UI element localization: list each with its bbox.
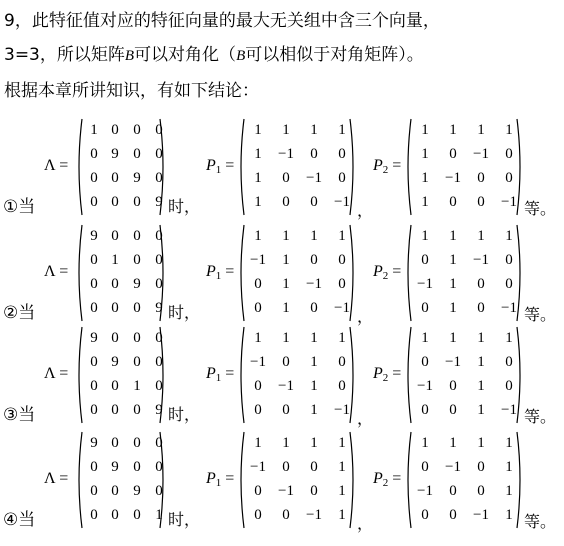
etc-text: 等。: [524, 407, 557, 426]
matrix-cell: 1: [505, 507, 513, 523]
matrix-cell: 1: [90, 122, 98, 138]
p2-label: $P_2$ =: [373, 157, 402, 176]
matrix-cell: 0: [505, 146, 513, 162]
matrix-cell: 0: [90, 252, 98, 268]
matrix-cell: 1: [254, 330, 262, 346]
matrix-cell: −1: [306, 170, 322, 186]
matrix-cell: 0: [254, 378, 262, 394]
matrix-cell: 1: [254, 228, 262, 244]
comma-text: ，: [357, 201, 374, 220]
comma-text: ，: [357, 409, 374, 428]
matrix-cell: 0: [90, 507, 98, 523]
p1-label: $P_1$ =: [206, 263, 235, 282]
matrix-cell: 1: [282, 276, 290, 292]
matrix-cell: −1: [445, 354, 461, 370]
matrix-cell: 1: [421, 122, 429, 138]
matrix-cell: 0: [338, 354, 346, 370]
matrix-cell: 0: [133, 402, 141, 418]
matrix-cell: −1: [278, 378, 294, 394]
matrix-cell: 9: [111, 354, 119, 370]
matrix-cell: 0: [449, 507, 457, 523]
matrix-cell: 1: [477, 330, 485, 346]
matrix-cell: 0: [133, 252, 141, 268]
matrix-cell: 0: [111, 194, 119, 210]
matrix-cell: 1: [282, 252, 290, 268]
matrix-cell: 0: [111, 507, 119, 523]
matrix-cell: 0: [133, 228, 141, 244]
case-marker: ②当: [3, 303, 36, 323]
matrix-cell: 1: [505, 122, 513, 138]
matrix-cell: −1: [278, 483, 294, 499]
matrix-cell: 0: [254, 507, 262, 523]
matrix-cell: 1: [449, 228, 457, 244]
matrix-cell: 1: [254, 194, 262, 210]
matrix-cell: −1: [445, 170, 461, 186]
matrix-cell: 0: [133, 146, 141, 162]
matrix-cell: 0: [505, 354, 513, 370]
matrix-cell: 1: [449, 435, 457, 451]
matrix-cell: 0: [111, 330, 119, 346]
p1-matrix: [237, 431, 357, 529]
matrix-cell: 0: [477, 483, 485, 499]
matrix-cell: 1: [282, 330, 290, 346]
matrix-cell: 0: [310, 300, 318, 316]
matrix-cell: 1: [449, 252, 457, 268]
matrix-cell: −1: [334, 194, 350, 210]
matrix-cell: 1: [421, 435, 429, 451]
case-marker: ③当: [3, 405, 36, 425]
matrix-cell: 0: [310, 459, 318, 475]
matrix-cell: 1: [254, 122, 262, 138]
matrix-cell: 0: [155, 354, 163, 370]
matrix-cell: 0: [155, 483, 163, 499]
matrix-cell: 1: [449, 330, 457, 346]
p2-label: $P_2$ =: [373, 263, 402, 282]
matrix-cell: 1: [338, 435, 346, 451]
lambda-matrix: [75, 431, 167, 529]
matrix-cell: −1: [250, 459, 266, 475]
matrix-cell: 1: [282, 228, 290, 244]
matrix-cell: 9: [90, 228, 98, 244]
matrix-cell: 9: [155, 300, 163, 316]
matrix-cell: 0: [133, 459, 141, 475]
matrix-b-symbol: B: [124, 48, 135, 64]
matrix-cell: 0: [90, 276, 98, 292]
matrix-cell: 0: [155, 459, 163, 475]
matrix-cell: 0: [155, 330, 163, 346]
matrix-cell: 0: [338, 276, 346, 292]
etc-text: 等。: [524, 305, 557, 324]
matrix-cell: 0: [254, 402, 262, 418]
p1-matrix: [237, 118, 357, 216]
p2-matrix: [404, 431, 524, 529]
p2-matrix: [404, 224, 524, 322]
matrix-cell: 0: [421, 252, 429, 268]
matrix-cell: 0: [477, 459, 485, 475]
intro-line-2-part-b: 可以对角化（: [134, 45, 237, 65]
matrix-b-symbol-2: B: [236, 48, 246, 64]
matrix-cell: 0: [310, 194, 318, 210]
matrix-cell: 0: [90, 300, 98, 316]
matrix-cell: 0: [155, 435, 163, 451]
matrix-cell: 1: [477, 402, 485, 418]
matrix-cell: 1: [338, 330, 346, 346]
matrix-cell: −1: [501, 402, 517, 418]
matrix-cell: 1: [310, 354, 318, 370]
matrix-cell: −1: [501, 194, 517, 210]
matrix-cell: 0: [155, 146, 163, 162]
matrix-cell: 0: [90, 146, 98, 162]
matrix-cell: 0: [133, 354, 141, 370]
matrix-cell: −1: [250, 354, 266, 370]
lambda-label: Λ =: [44, 470, 69, 487]
matrix-cell: −1: [417, 378, 433, 394]
matrix-cell: 1: [449, 122, 457, 138]
matrix-cell: −1: [417, 276, 433, 292]
matrix-cell: 1: [254, 170, 262, 186]
matrix-cell: 0: [111, 228, 119, 244]
matrix-cell: 1: [505, 330, 513, 346]
etc-text: 等。: [524, 512, 557, 531]
comma-text: ，: [357, 307, 374, 326]
matrix-cell: 1: [254, 146, 262, 162]
p1-matrix: [237, 224, 357, 322]
matrix-cell: 0: [449, 146, 457, 162]
when-text: 时，: [168, 510, 201, 529]
matrix-cell: −1: [334, 402, 350, 418]
case-block: [0, 326, 564, 436]
matrix-cell: 0: [449, 483, 457, 499]
intro-line-2-part-a: 3=3，所以矩阵: [4, 45, 125, 65]
matrix-cell: 1: [505, 483, 513, 499]
matrix-cell: 1: [421, 330, 429, 346]
matrix-cell: 0: [338, 146, 346, 162]
case-block: [0, 118, 564, 228]
matrix-cell: 1: [310, 435, 318, 451]
matrix-cell: 0: [111, 170, 119, 186]
matrix-cell: 1: [282, 122, 290, 138]
matrix-cell: −1: [445, 459, 461, 475]
matrix-cell: 1: [338, 459, 346, 475]
matrix-cell: 1: [310, 378, 318, 394]
matrix-cell: 0: [282, 170, 290, 186]
matrix-cell: −1: [334, 300, 350, 316]
matrix-cell: 9: [133, 483, 141, 499]
matrix-cell: 0: [421, 354, 429, 370]
matrix-cell: 0: [477, 194, 485, 210]
matrix-cell: 0: [254, 300, 262, 316]
etc-text: 等。: [524, 199, 557, 218]
matrix-cell: 0: [133, 435, 141, 451]
matrix-cell: 9: [111, 146, 119, 162]
matrix-cell: 0: [111, 483, 119, 499]
matrix-cell: 0: [449, 378, 457, 394]
matrix-cell: 0: [155, 276, 163, 292]
matrix-cell: 1: [338, 483, 346, 499]
matrix-cell: 9: [155, 402, 163, 418]
matrix-cell: 0: [338, 252, 346, 268]
matrix-cell: 9: [133, 276, 141, 292]
matrix-cell: −1: [250, 252, 266, 268]
lambda-label: Λ =: [44, 365, 69, 382]
matrix-cell: 1: [310, 330, 318, 346]
matrix-cell: 0: [90, 459, 98, 475]
matrix-cell: 1: [421, 194, 429, 210]
matrix-cell: 0: [421, 459, 429, 475]
matrix-cell: 0: [505, 276, 513, 292]
matrix-cell: 0: [90, 402, 98, 418]
matrix-cell: 0: [155, 122, 163, 138]
matrix-cell: −1: [417, 483, 433, 499]
matrix-cell: 0: [133, 194, 141, 210]
case-block: [0, 431, 564, 541]
matrix-cell: 0: [111, 435, 119, 451]
matrix-cell: 0: [421, 300, 429, 316]
matrix-cell: 0: [133, 330, 141, 346]
matrix-cell: 0: [505, 170, 513, 186]
matrix-cell: 1: [477, 435, 485, 451]
matrix-cell: 0: [282, 459, 290, 475]
matrix-cell: 1: [282, 300, 290, 316]
matrix-cell: 1: [449, 300, 457, 316]
matrix-cell: 0: [111, 378, 119, 394]
matrix-cell: 1: [477, 354, 485, 370]
matrix-cell: 0: [254, 483, 262, 499]
matrix-cell: 0: [111, 402, 119, 418]
matrix-cell: 0: [155, 252, 163, 268]
matrix-cell: 1: [155, 507, 163, 523]
case-marker: ①当: [3, 197, 36, 217]
matrix-cell: 1: [111, 252, 119, 268]
lambda-matrix: [75, 224, 167, 322]
case-block: [0, 224, 564, 334]
matrix-cell: 0: [421, 402, 429, 418]
matrix-cell: 0: [310, 146, 318, 162]
matrix-cell: 1: [310, 122, 318, 138]
matrix-cell: 1: [421, 228, 429, 244]
matrix-cell: 0: [338, 170, 346, 186]
p1-label: $P_1$ =: [206, 157, 235, 176]
matrix-cell: 0: [421, 507, 429, 523]
matrix-cell: 0: [505, 378, 513, 394]
matrix-cell: 9: [155, 194, 163, 210]
matrix-cell: 0: [111, 300, 119, 316]
matrix-cell: −1: [473, 507, 489, 523]
intro-line-3: 根据本章所讲知识，有如下结论：: [4, 81, 259, 101]
matrix-cell: 9: [111, 459, 119, 475]
matrix-cell: 0: [254, 276, 262, 292]
matrix-cell: −1: [306, 507, 322, 523]
matrix-cell: 1: [477, 122, 485, 138]
matrix-cell: 0: [133, 122, 141, 138]
matrix-cell: 9: [90, 330, 98, 346]
matrix-cell: 0: [477, 170, 485, 186]
matrix-cell: −1: [306, 276, 322, 292]
matrix-cell: 0: [282, 194, 290, 210]
p1-label: $P_1$ =: [206, 470, 235, 489]
matrix-cell: 1: [338, 228, 346, 244]
matrix-cell: 1: [254, 435, 262, 451]
when-text: 时，: [168, 405, 201, 424]
intro-line-2: [4, 40, 424, 65]
when-text: 时，: [168, 197, 201, 216]
matrix-cell: 0: [155, 170, 163, 186]
matrix-cell: 0: [449, 402, 457, 418]
lambda-matrix: [75, 118, 167, 216]
lambda-label: Λ =: [44, 263, 69, 280]
matrix-cell: −1: [473, 146, 489, 162]
matrix-cell: 1: [421, 146, 429, 162]
matrix-cell: 1: [282, 435, 290, 451]
matrix-cell: 0: [133, 300, 141, 316]
matrix-cell: 0: [155, 228, 163, 244]
matrix-cell: 0: [282, 354, 290, 370]
matrix-cell: 0: [111, 122, 119, 138]
matrix-cell: 0: [310, 483, 318, 499]
matrix-cell: 1: [505, 459, 513, 475]
matrix-cell: 1: [449, 276, 457, 292]
matrix-cell: 1: [421, 170, 429, 186]
matrix-cell: 0: [90, 170, 98, 186]
matrix-cell: 1: [338, 507, 346, 523]
p2-label: $P_2$ =: [373, 365, 402, 384]
matrix-cell: 1: [505, 435, 513, 451]
matrix-cell: 0: [505, 252, 513, 268]
matrix-cell: 1: [310, 228, 318, 244]
lambda-label: Λ =: [44, 157, 69, 174]
matrix-cell: 1: [477, 378, 485, 394]
matrix-cell: 0: [282, 507, 290, 523]
when-text: 时，: [168, 303, 201, 322]
matrix-cell: 0: [90, 483, 98, 499]
lambda-matrix: [75, 326, 167, 424]
intro-line-2-part-c: 可以相似于对角矩阵）。: [245, 45, 424, 65]
matrix-cell: 1: [133, 378, 141, 394]
matrix-cell: −1: [473, 252, 489, 268]
matrix-cell: 0: [111, 276, 119, 292]
matrix-cell: 1: [477, 228, 485, 244]
p2-matrix: [404, 118, 524, 216]
matrix-cell: 0: [477, 276, 485, 292]
comma-text: ，: [357, 514, 374, 533]
p1-label: $P_1$ =: [206, 365, 235, 384]
matrix-cell: 0: [310, 252, 318, 268]
matrix-cell: 0: [449, 194, 457, 210]
matrix-cell: 1: [505, 228, 513, 244]
matrix-cell: 0: [477, 300, 485, 316]
matrix-cell: 0: [133, 507, 141, 523]
matrix-cell: 0: [90, 194, 98, 210]
matrix-cell: 9: [133, 170, 141, 186]
matrix-cell: 0: [338, 378, 346, 394]
p2-label: $P_2$ =: [373, 470, 402, 489]
matrix-cell: −1: [278, 146, 294, 162]
p1-matrix: [237, 326, 357, 424]
p2-matrix: [404, 326, 524, 424]
matrix-cell: 0: [90, 354, 98, 370]
matrix-cell: 0: [90, 378, 98, 394]
matrix-cell: 1: [310, 402, 318, 418]
matrix-cell: 9: [90, 435, 98, 451]
matrix-cell: 1: [338, 122, 346, 138]
case-marker: ④当: [3, 510, 36, 530]
matrix-cell: 0: [282, 402, 290, 418]
intro-line-1: 9，此特征值对应的特征向量的最大无关组中含三个向量，: [4, 11, 440, 31]
matrix-cell: −1: [501, 300, 517, 316]
matrix-cell: 0: [155, 378, 163, 394]
